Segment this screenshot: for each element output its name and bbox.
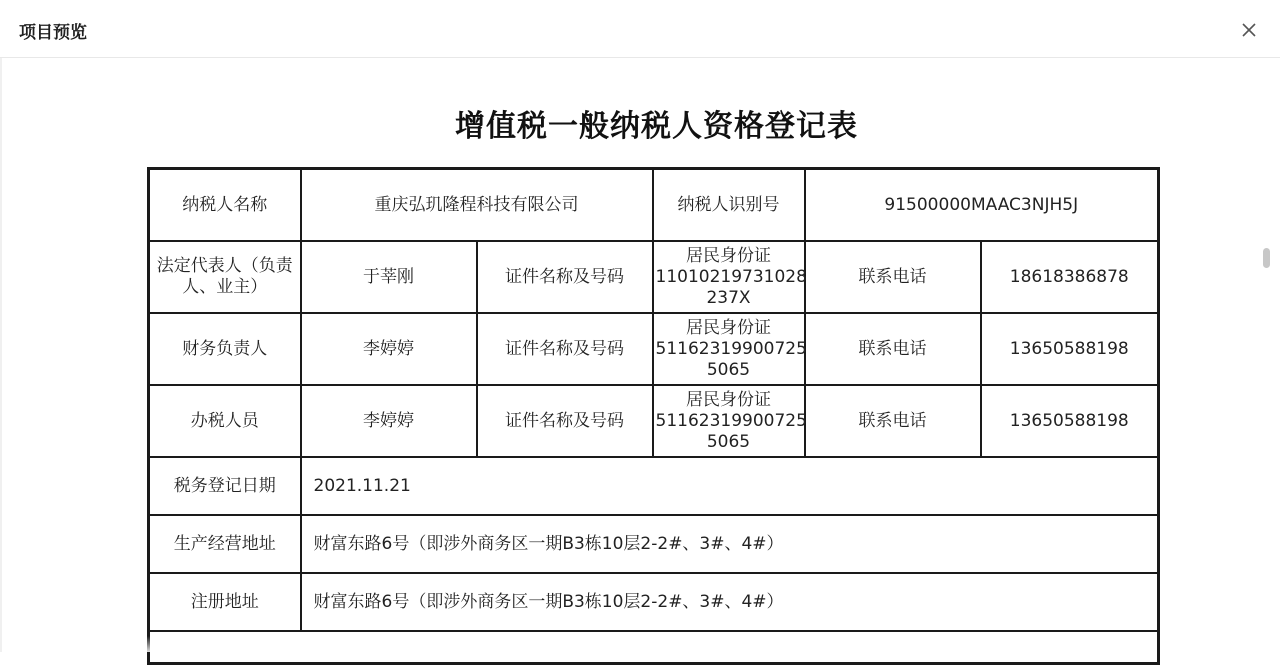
taxpayer-id-value: 91500000MAAC3NJH5J [805,169,1159,242]
tax-officer-name: 李婷婷 [301,385,477,457]
bottom-fade [147,636,1157,652]
id-doc-value: 居民身份证 51162319900725 5065 [653,313,805,385]
table-row [149,241,1159,313]
reg-date-value: 2021.11.21 [301,457,1159,515]
phone-label: 联系电话 [805,385,981,457]
finance-head-label: 财务负责人 [149,313,301,385]
table-row [149,385,1159,457]
phone-value: 18618386878 [981,241,1159,313]
taxpayer-name-label: 纳税人名称 [149,169,301,242]
phone-value: 13650588198 [981,385,1159,457]
table-row [149,457,1159,515]
scrollbar-thumb[interactable] [1263,248,1270,268]
phone-value: 13650588198 [981,313,1159,385]
table-row [149,515,1159,573]
registration-form-table [147,167,1160,665]
close-button[interactable] [1238,19,1260,41]
tax-officer-label: 办税人员 [149,385,301,457]
id-doc-label: 证件名称及号码 [477,385,653,457]
legal-rep-name: 于莘刚 [301,241,477,313]
id-doc-value: 居民身份证 51162319900725 5065 [653,385,805,457]
finance-head-name: 李婷婷 [301,313,477,385]
id-doc-label: 证件名称及号码 [477,313,653,385]
phone-label: 联系电话 [805,313,981,385]
table-row [149,169,1159,242]
phone-label: 联系电话 [805,241,981,313]
modal-title: 项目预览 [19,23,87,43]
close-icon [1238,19,1260,41]
modal-header [0,0,1280,58]
document-title: 增值税一般纳税人资格登记表 [455,109,858,144]
legal-rep-label: 法定代表人（负责 人、业主） [149,241,301,313]
biz-addr-value: 财富东路6号（即涉外商务区一期B3栋10层2-2#、3#、4#） [301,515,1159,573]
reg-addr-value: 财富东路6号（即涉外商务区一期B3栋10层2-2#、3#、4#） [301,573,1159,631]
taxpayer-name-value: 重庆弘玑隆程科技有限公司 [301,169,653,242]
taxpayer-id-label: 纳税人识别号 [653,169,805,242]
id-doc-value: 居民身份证 11010219731028 237X [653,241,805,313]
reg-addr-label: 注册地址 [149,573,301,631]
id-doc-label: 证件名称及号码 [477,241,653,313]
biz-addr-label: 生产经营地址 [149,515,301,573]
reg-date-label: 税务登记日期 [149,457,301,515]
table-row [149,573,1159,631]
modal-left-edge [0,58,2,652]
table-row [149,313,1159,385]
